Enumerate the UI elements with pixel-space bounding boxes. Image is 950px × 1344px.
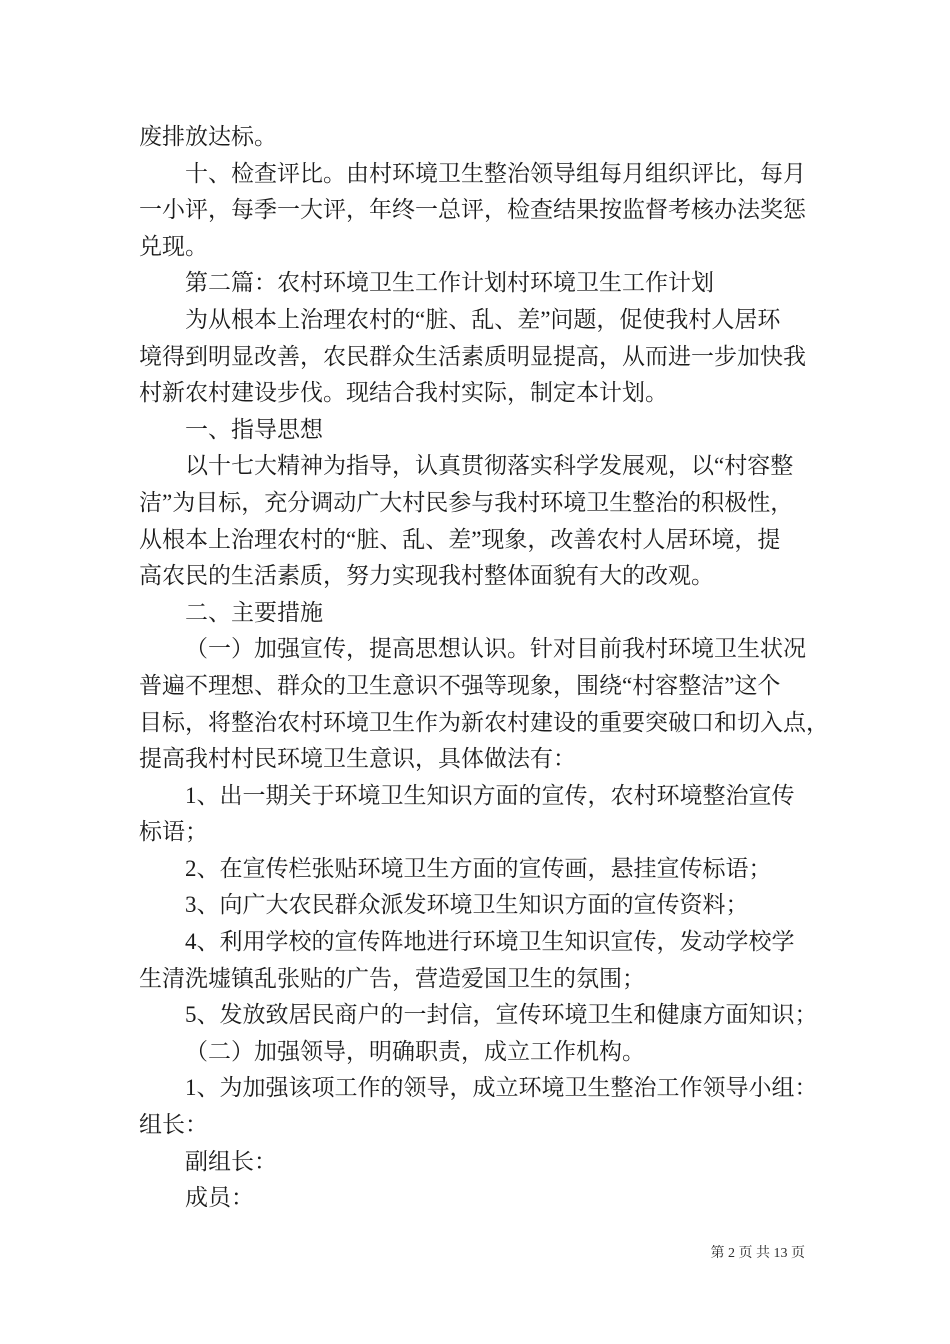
- text-line: 一小评，每季一大评，年终一总评，检查结果按监督考核办法奖惩: [139, 197, 806, 223]
- text-line: 生清洗墟镇乱张贴的广告，营造爱国卫生的氛围；: [139, 965, 645, 991]
- text-line: 1、为加强该项工作的领导，成立环境卫生整治工作领导小组：: [185, 1075, 818, 1101]
- text-line: 一、指导思想: [185, 416, 323, 442]
- text-line: 成员：: [185, 1185, 254, 1211]
- text-line: 提高我村村民环境卫生意识，具体做法有：: [139, 746, 576, 772]
- text-line: 组长：: [139, 1112, 208, 1138]
- page-number: 第 2 页 共 13 页: [710, 1246, 805, 1261]
- text-line: 标语；: [139, 819, 208, 845]
- document-body: [139, 119, 839, 1217]
- text-line: （一）加强宣传，提高思想认识。针对目前我村环境卫生状况: [185, 636, 806, 662]
- text-line: 洁”为目标，充分调动广大村民参与我村环境卫生整治的积极性，: [139, 489, 794, 515]
- text-line: 境得到明显改善，农民群众生活素质明显提高，从而进一步加快我: [139, 343, 806, 369]
- text-line: 3、向广大农民群众派发环境卫生知识方面的宣传资料；: [185, 892, 749, 918]
- text-line: 目标，将整治农村环境卫生作为新农村建设的重要突破口和切入点，: [139, 709, 829, 735]
- text-line: 兑现。: [139, 233, 208, 259]
- text-line: 5、发放致居民商户的一封信，宣传环境卫生和健康方面知识；: [185, 1002, 818, 1028]
- text-line: 高农民的生活素质，努力实现我村整体面貌有大的改观。: [139, 563, 714, 589]
- text-line: 村新农村建设步伐。现结合我村实际，制定本计划。: [139, 380, 668, 406]
- text-line: 4、利用学校的宣传阵地进行环境卫生知识宣传，发动学校学: [185, 929, 795, 955]
- text-line: 以十七大精神为指导，认真贯彻落实科学发展观，以“村容整: [185, 453, 794, 479]
- text-line: 第二篇：农村环境卫生工作计划村环境卫生工作计划: [185, 270, 714, 296]
- text-line: 十、检查评比。由村环境卫生整治领导组每月组织评比，每月: [185, 160, 806, 186]
- text-line: 从根本上治理农村的“脏、乱、差”现象，改善农村人居环境，提: [139, 526, 781, 552]
- page-footer: [711, 1245, 806, 1263]
- text-line: 废排放达标。: [139, 124, 277, 149]
- text-line: 1、出一期关于环境卫生知识方面的宣传，农村环境整治宣传: [185, 782, 795, 808]
- text-line: 为从根本上治理农村的“脏、乱、差”问题，促使我村人居环: [185, 306, 781, 332]
- text-line: 2、在宣传栏张贴环境卫生方面的宣传画，悬挂宣传标语；: [185, 855, 772, 881]
- text-line: 副组长：: [185, 1148, 277, 1174]
- text-line: （二）加强领导，明确职责，成立工作机构。: [185, 1038, 645, 1064]
- text-line: 二、主要措施: [185, 599, 323, 625]
- text-line: 普遍不理想、群众的卫生意识不强等现象，围绕“村容整洁”这个: [139, 672, 781, 698]
